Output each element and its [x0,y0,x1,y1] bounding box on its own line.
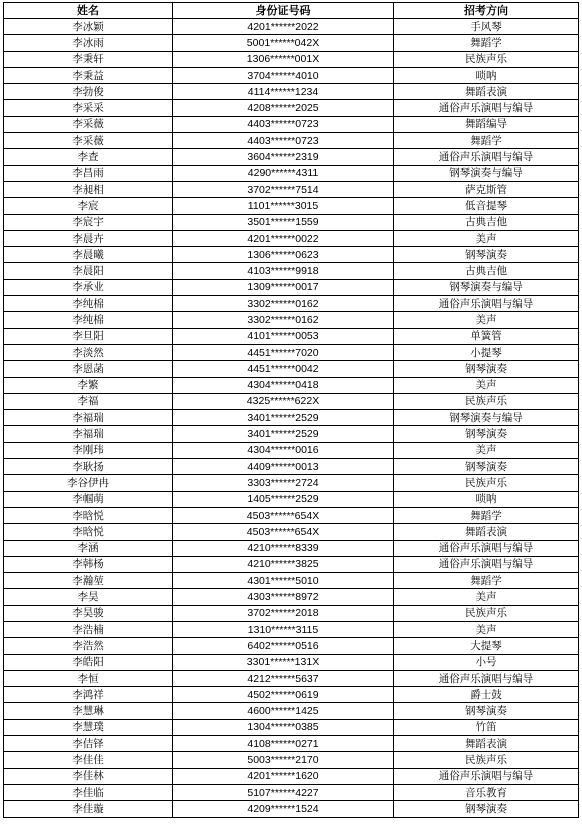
cell-name: 李佳璇 [4,801,173,817]
table-row [4,442,579,458]
cell-name: 李恩菡 [4,361,173,377]
cell-direction: 大提琴 [394,638,579,654]
cell-id-number: 3704******4010 [173,67,394,83]
cell-direction: 民族声乐 [394,752,579,768]
cell-id-number: 4114******1234 [173,84,394,100]
cell-name: 李佳佳 [4,752,173,768]
cell-name: 李昌雨 [4,165,173,181]
table-row [4,556,579,572]
cell-name: 李浩然 [4,638,173,654]
cell-direction: 通俗声乐演唱与编导 [394,670,579,686]
cell-direction: 美声 [394,621,579,637]
cell-direction: 美声 [394,312,579,328]
cell-direction: 钢琴演奏 [394,459,579,475]
cell-id-number: 4101******0053 [173,328,394,344]
cell-id-number: 4103******9918 [173,263,394,279]
cell-id-number: 4403******0723 [173,133,394,149]
cell-direction: 舞蹈表演 [394,736,579,752]
cell-direction: 钢琴演奏 [394,361,579,377]
cell-direction: 通俗声乐演唱与编导 [394,100,579,116]
cell-direction: 小提琴 [394,344,579,360]
cell-direction: 竹笛 [394,719,579,735]
cell-id-number: 3301******131X [173,654,394,670]
cell-id-number: 3501******1559 [173,214,394,230]
table-row [4,100,579,116]
cell-id-number: 4304******0418 [173,377,394,393]
cell-direction: 钢琴演奏与编导 [394,279,579,295]
cell-direction: 钢琴演奏 [394,703,579,719]
cell-id-number: 1101******3015 [173,198,394,214]
cell-direction: 通俗声乐演唱与编导 [394,768,579,784]
cell-name: 李查 [4,149,173,165]
cell-id-number: 3401******2529 [173,410,394,426]
cell-id-number: 3702******7514 [173,181,394,197]
cell-direction: 钢琴演奏与编导 [394,410,579,426]
cell-id-number: 3604******2319 [173,149,394,165]
table-row [4,198,579,214]
table-row [4,344,579,360]
cell-direction: 民族声乐 [394,475,579,491]
cell-id-number: 4208******2025 [173,100,394,116]
cell-name: 李恒 [4,670,173,686]
cell-name: 李采采 [4,100,173,116]
table-row [4,540,579,556]
cell-name: 李涵 [4,540,173,556]
table-row [4,654,579,670]
cell-name: 李福瑞 [4,410,173,426]
table-row [4,687,579,703]
cell-name: 李昊骏 [4,605,173,621]
cell-name: 李采薇 [4,116,173,132]
table-row [4,247,579,263]
cell-name: 李浩楠 [4,621,173,637]
cell-name: 李福 [4,393,173,409]
cell-id-number: 4290******4311 [173,165,394,181]
cell-name: 李秉益 [4,67,173,83]
table-row [4,491,579,507]
table-row [4,279,579,295]
cell-id-number: 1309******0017 [173,279,394,295]
cell-name: 李韩杨 [4,556,173,572]
cell-direction: 萨克斯管 [394,181,579,197]
cell-name: 李采薇 [4,133,173,149]
cell-id-number: 4600******1425 [173,703,394,719]
cell-direction: 民族声乐 [394,393,579,409]
cell-name: 李耿扬 [4,459,173,475]
cell-name: 李鸿祥 [4,687,173,703]
cell-name: 李淡然 [4,344,173,360]
header-name: 姓名 [4,3,173,19]
cell-id-number: 4503******654X [173,507,394,523]
header-id-number: 身份证号码 [173,3,394,19]
cell-name: 李慧琳 [4,703,173,719]
table-row [4,67,579,83]
cell-id-number: 4409******0013 [173,459,394,475]
cell-direction: 美声 [394,442,579,458]
cell-id-number: 4503******654X [173,524,394,540]
cell-name: 李昊 [4,589,173,605]
cell-id-number: 4210******3825 [173,556,394,572]
table-row [4,459,579,475]
cell-id-number: 6402******0516 [173,638,394,654]
table-row [4,670,579,686]
cell-name: 李冰雨 [4,35,173,51]
cell-direction: 爵士鼓 [394,687,579,703]
cell-id-number: 4303******8972 [173,589,394,605]
cell-direction: 钢琴演奏 [394,247,579,263]
cell-name: 李繁 [4,377,173,393]
cell-name: 李晗悦 [4,524,173,540]
cell-id-number: 4210******8339 [173,540,394,556]
cell-direction: 通俗声乐演唱与编导 [394,556,579,572]
table-row [4,784,579,800]
table-row [4,524,579,540]
table-row [4,638,579,654]
cell-direction: 通俗声乐演唱与编导 [394,149,579,165]
cell-id-number: 1405******2529 [173,491,394,507]
table-row [4,181,579,197]
cell-id-number: 4403******0723 [173,116,394,132]
table-row [4,736,579,752]
table-row [4,214,579,230]
cell-direction: 古典吉他 [394,214,579,230]
cell-direction: 低音提琴 [394,198,579,214]
cell-direction: 舞蹈学 [394,35,579,51]
table-row [4,296,579,312]
cell-name: 李福瑞 [4,426,173,442]
table-row [4,133,579,149]
cell-id-number: 1310******3115 [173,621,394,637]
cell-direction: 美声 [394,589,579,605]
cell-direction: 钢琴演奏与编导 [394,165,579,181]
table-row [4,263,579,279]
cell-name: 李皓阳 [4,654,173,670]
table-row [4,230,579,246]
table-row [4,393,579,409]
cell-direction: 钢琴演奏 [394,426,579,442]
cell-direction: 民族声乐 [394,605,579,621]
table-row [4,426,579,442]
table-row [4,328,579,344]
cell-id-number: 3302******0162 [173,296,394,312]
cell-name: 李刚玮 [4,442,173,458]
cell-name: 李慧璞 [4,719,173,735]
cell-name: 李帼萌 [4,491,173,507]
cell-direction: 美声 [394,230,579,246]
cell-id-number: 3702******2018 [173,605,394,621]
table-row [4,475,579,491]
cell-id-number: 4325******622X [173,393,394,409]
cell-id-number: 4201******0022 [173,230,394,246]
cell-name: 李晨阳 [4,263,173,279]
cell-name: 李宸 [4,198,173,214]
cell-id-number: 4212******5637 [173,670,394,686]
cell-direction: 钢琴演奏 [394,801,579,817]
cell-id-number: 1306******0623 [173,247,394,263]
table-row [4,377,579,393]
cell-direction: 通俗声乐演唱与编导 [394,540,579,556]
cell-direction: 手风琴 [394,19,579,35]
cell-direction: 民族声乐 [394,51,579,67]
cell-id-number: 4201******2022 [173,19,394,35]
cell-name: 李晨曦 [4,247,173,263]
cell-name: 李瀚堃 [4,573,173,589]
table-row [4,703,579,719]
cell-id-number: 4451******0042 [173,361,394,377]
cell-id-number: 4201******1620 [173,768,394,784]
cell-direction: 舞蹈学 [394,507,579,523]
table-row [4,719,579,735]
cell-name: 李纯棉 [4,296,173,312]
cell-name: 李佳林 [4,768,173,784]
cell-name: 李宸宇 [4,214,173,230]
cell-id-number: 5107******4227 [173,784,394,800]
cell-id-number: 4451******7020 [173,344,394,360]
cell-direction: 美声 [394,377,579,393]
cell-direction: 唢呐 [394,67,579,83]
cell-id-number: 3303******2724 [173,475,394,491]
cell-direction: 舞蹈编导 [394,116,579,132]
table-row [4,621,579,637]
cell-id-number: 4108******0271 [173,736,394,752]
table-row [4,361,579,377]
table-row [4,507,579,523]
table-row [4,312,579,328]
cell-direction: 舞蹈学 [394,573,579,589]
table-row [4,801,579,817]
cell-name: 李谷伊冉 [4,475,173,491]
cell-direction: 唢呐 [394,491,579,507]
table-row [4,19,579,35]
cell-direction: 古典吉他 [394,263,579,279]
table-row [4,165,579,181]
cell-name: 李承业 [4,279,173,295]
cell-id-number: 3401******2529 [173,426,394,442]
cell-name: 李秉轩 [4,51,173,67]
cell-id-number: 5001******042X [173,35,394,51]
cell-name: 李勃俊 [4,84,173,100]
header-row [4,3,579,19]
cell-direction: 舞蹈学 [394,133,579,149]
table-row [4,752,579,768]
cell-id-number: 1304******0385 [173,719,394,735]
table-row [4,149,579,165]
table-row [4,573,579,589]
table-row [4,589,579,605]
cell-name: 李昶相 [4,181,173,197]
cell-direction: 舞蹈表演 [394,84,579,100]
cell-id-number: 4304******0016 [173,442,394,458]
table-row [4,605,579,621]
table-row [4,768,579,784]
cell-name: 李冰颖 [4,19,173,35]
cell-name: 李佳临 [4,784,173,800]
cell-id-number: 1306******001X [173,51,394,67]
header-direction: 招考方向 [394,3,579,19]
cell-direction: 舞蹈表演 [394,524,579,540]
candidate-table [3,2,579,818]
cell-name: 李晗悦 [4,507,173,523]
cell-id-number: 5003******2170 [173,752,394,768]
cell-id-number: 4301******5010 [173,573,394,589]
cell-id-number: 3302******0162 [173,312,394,328]
cell-direction: 音乐教育 [394,784,579,800]
cell-name: 李佶铎 [4,736,173,752]
table-body [4,19,579,818]
cell-direction: 小号 [394,654,579,670]
cell-id-number: 4502******0619 [173,687,394,703]
cell-direction: 单簧管 [394,328,579,344]
cell-name: 李纯棉 [4,312,173,328]
table-row [4,35,579,51]
table-row [4,84,579,100]
table-row [4,51,579,67]
table-row [4,410,579,426]
cell-name: 李旦阳 [4,328,173,344]
cell-id-number: 4209******1524 [173,801,394,817]
cell-direction: 通俗声乐演唱与编导 [394,296,579,312]
table-row [4,116,579,132]
cell-name: 李晨卉 [4,230,173,246]
